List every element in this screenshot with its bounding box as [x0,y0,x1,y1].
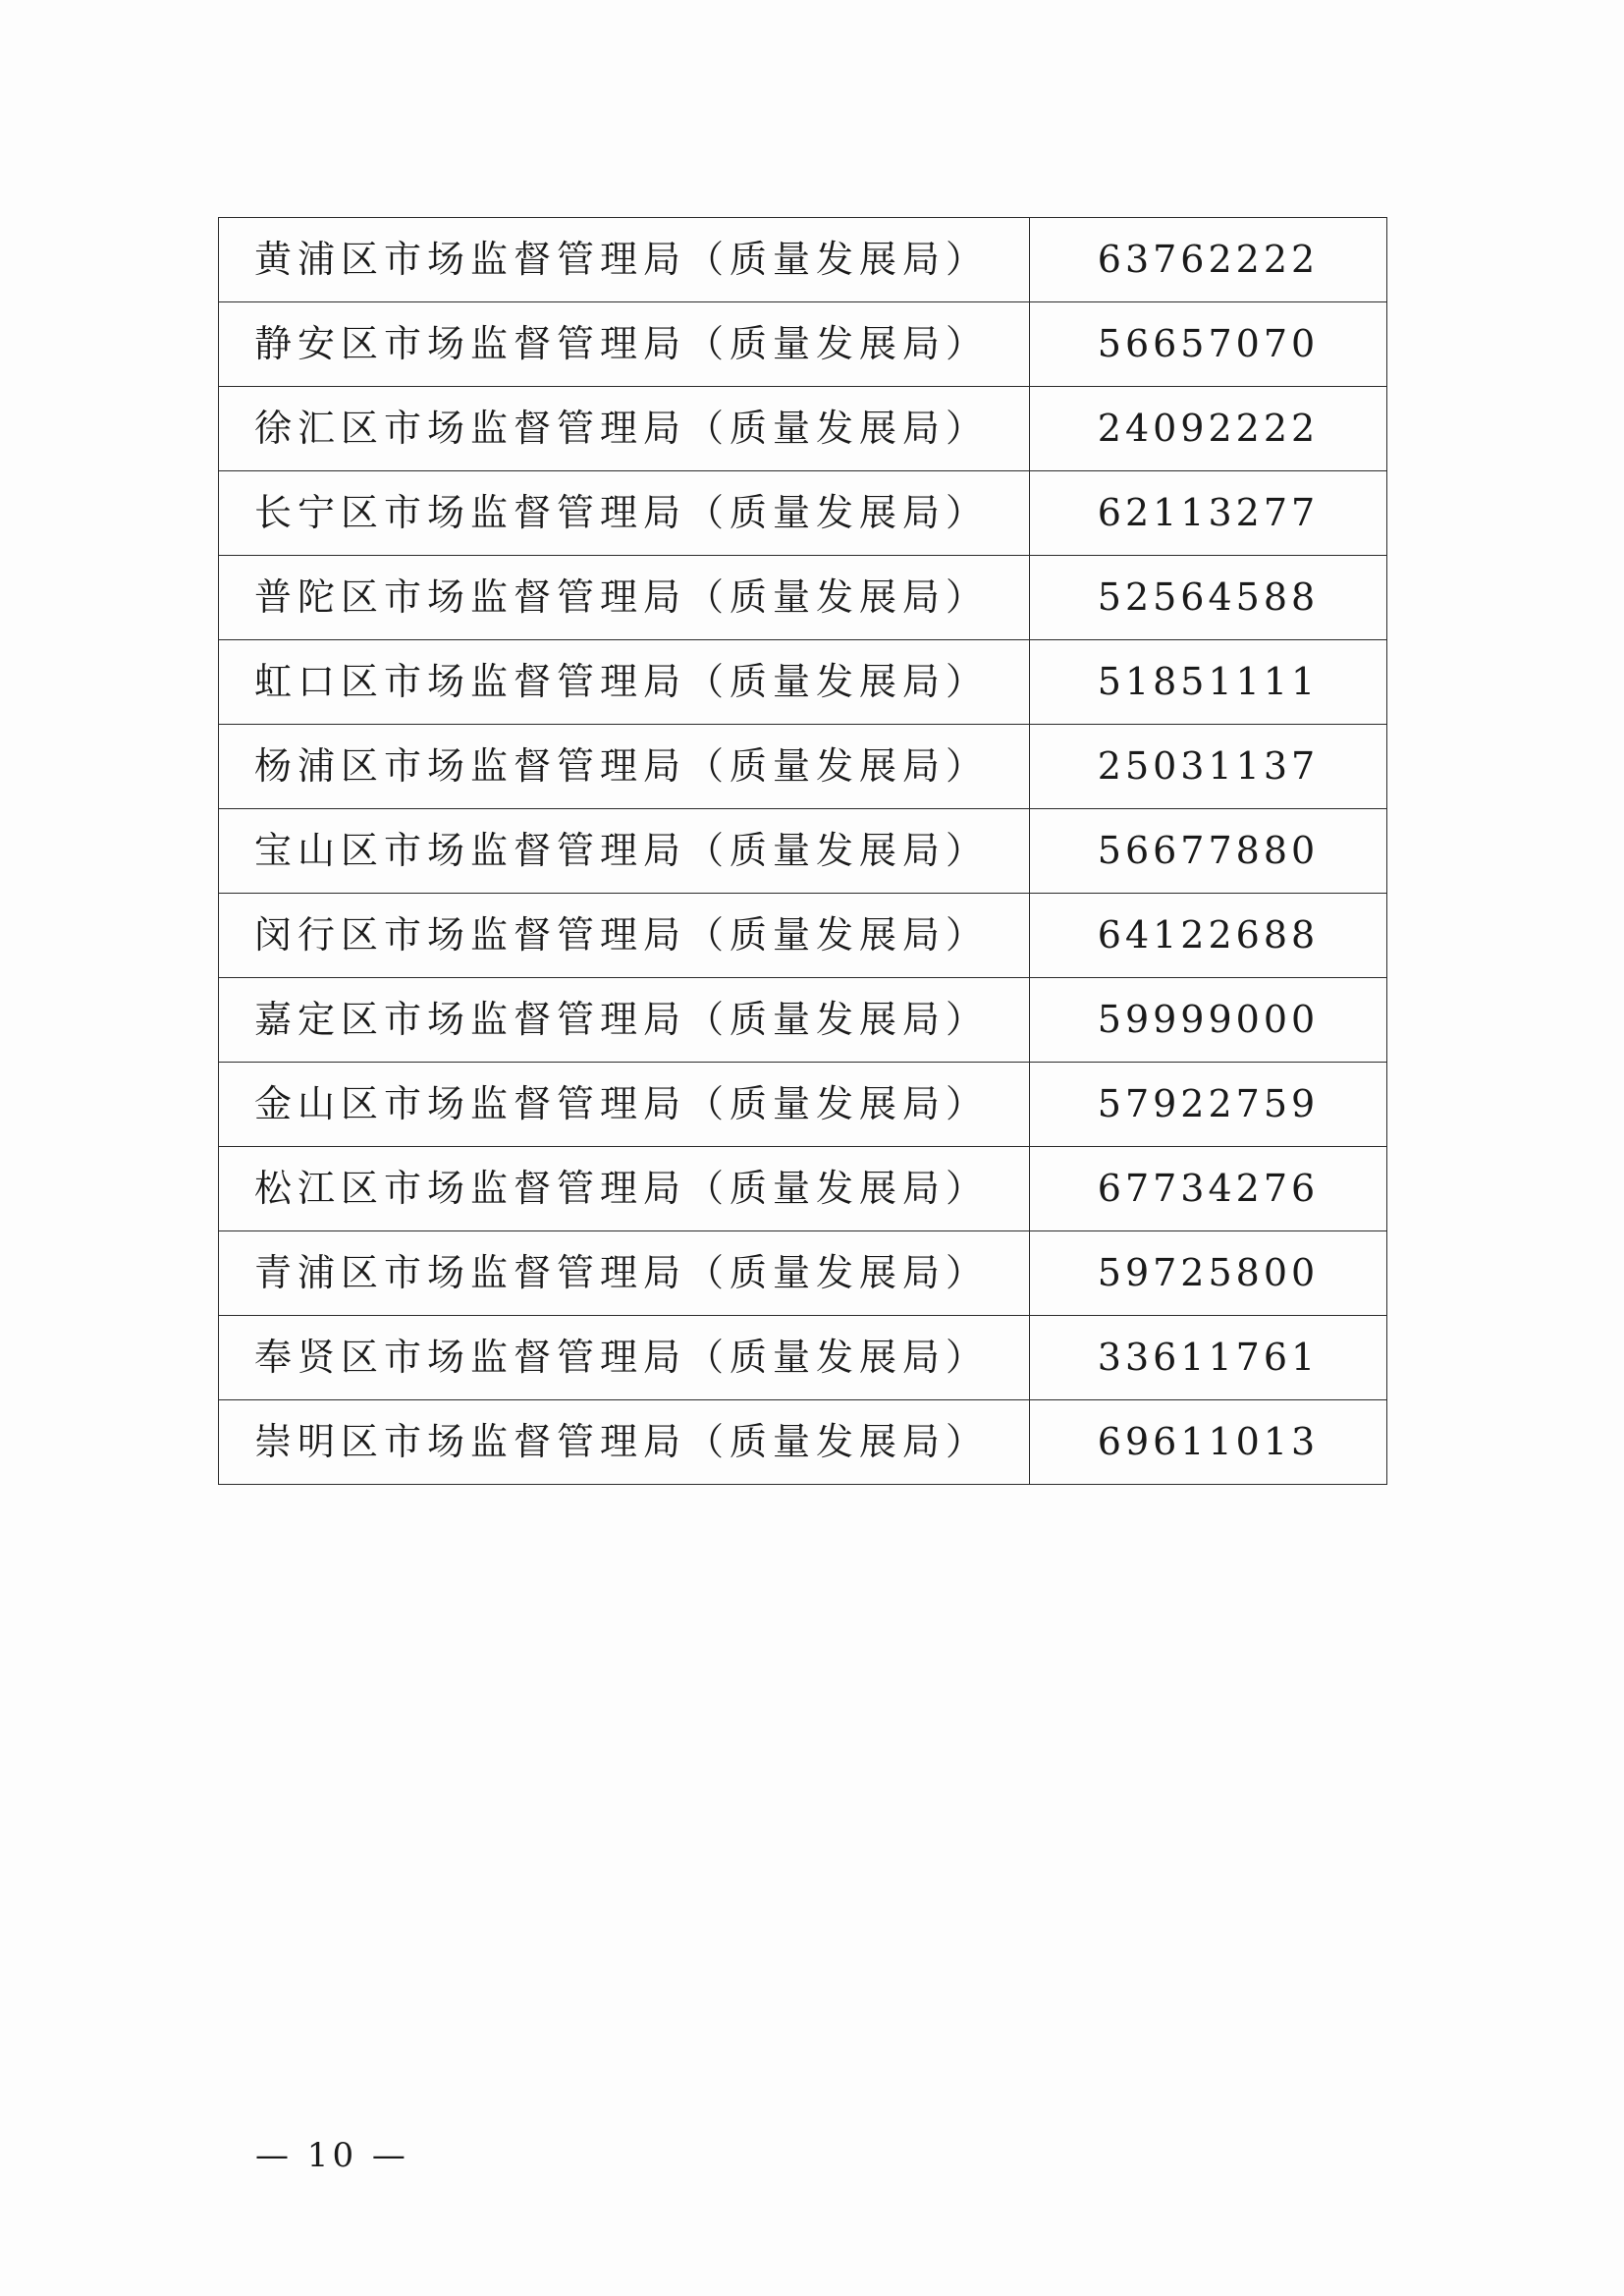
agency-name-cell: 虹口区市场监督管理局（质量发展局） [219,640,1030,725]
table-row [219,1147,1387,1231]
table-row [219,725,1387,809]
phone-number-cell: 63762222 [1030,218,1387,302]
phone-number-cell: 24092222 [1030,387,1387,471]
district-contact-table [218,217,1387,1485]
phone-number-cell: 51851111 [1030,640,1387,725]
table-row [219,218,1387,302]
table-row [219,471,1387,556]
table-row [219,1063,1387,1147]
agency-name-cell: 金山区市场监督管理局（质量发展局） [219,1063,1030,1147]
table-row [219,1400,1387,1485]
agency-name-cell: 青浦区市场监督管理局（质量发展局） [219,1231,1030,1316]
table-row [219,1316,1387,1400]
table-row [219,978,1387,1063]
table-row [219,1231,1387,1316]
page-number: — 10 — [255,2136,409,2175]
agency-name-cell: 静安区市场监督管理局（质量发展局） [219,302,1030,387]
agency-name-cell: 崇明区市场监督管理局（质量发展局） [219,1400,1030,1485]
phone-number-cell: 56657070 [1030,302,1387,387]
agency-name-cell: 松江区市场监督管理局（质量发展局） [219,1147,1030,1231]
agency-name-cell: 普陀区市场监督管理局（质量发展局） [219,556,1030,640]
phone-number-cell: 57922759 [1030,1063,1387,1147]
phone-number-cell: 67734276 [1030,1147,1387,1231]
phone-number-cell: 62113277 [1030,471,1387,556]
table-row [219,387,1387,471]
table-row [219,640,1387,725]
agency-name-cell: 奉贤区市场监督管理局（质量发展局） [219,1316,1030,1400]
agency-name-cell: 宝山区市场监督管理局（质量发展局） [219,809,1030,894]
agency-name-cell: 杨浦区市场监督管理局（质量发展局） [219,725,1030,809]
agency-name-cell: 嘉定区市场监督管理局（质量发展局） [219,978,1030,1063]
phone-number-cell: 25031137 [1030,725,1387,809]
agency-name-cell: 长宁区市场监督管理局（质量发展局） [219,471,1030,556]
phone-number-cell: 59725800 [1030,1231,1387,1316]
phone-number-cell: 59999000 [1030,978,1387,1063]
agency-name-cell: 黄浦区市场监督管理局（质量发展局） [219,218,1030,302]
phone-number-cell: 56677880 [1030,809,1387,894]
phone-number-cell: 33611761 [1030,1316,1387,1400]
table-row [219,894,1387,978]
phone-number-cell: 52564588 [1030,556,1387,640]
table-row [219,556,1387,640]
agency-name-cell: 徐汇区市场监督管理局（质量发展局） [219,387,1030,471]
table-row [219,302,1387,387]
table-row [219,809,1387,894]
phone-number-cell: 64122688 [1030,894,1387,978]
agency-name-cell: 闵行区市场监督管理局（质量发展局） [219,894,1030,978]
phone-number-cell: 69611013 [1030,1400,1387,1485]
